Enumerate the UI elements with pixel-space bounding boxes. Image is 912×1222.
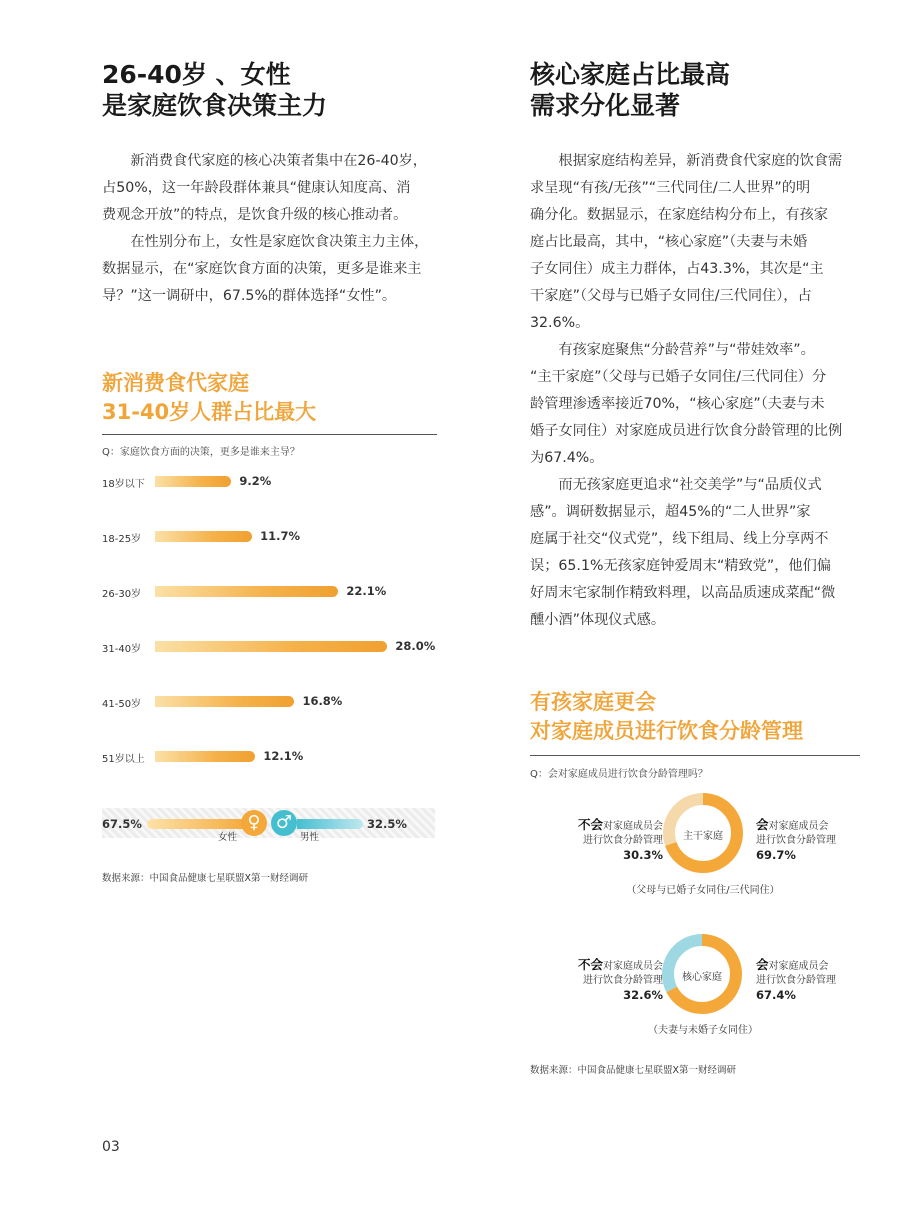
donut1-yes-value: 69.7% (756, 848, 796, 862)
text-line: 感”。调研数据显示，超45%的“二人世界”家 (530, 504, 811, 520)
donut1-center-label: 主干家庭 (683, 831, 723, 842)
left-paragraph-1 (102, 148, 452, 175)
text-line: 子女同住）成主力群体，占43.3%，其次是“主 (530, 261, 824, 277)
donut2-center-label: 核心家庭 (682, 972, 722, 983)
left-title-line2: 是家庭饮食决策主力 (102, 91, 328, 120)
left-source: 数据来源：中国食品健康七星联盟X第一财经调研 (102, 873, 309, 884)
age-category-label: 18-25岁 (102, 534, 142, 545)
age-value-label: 11.7% (260, 529, 301, 543)
text-line: 庭占比最高，其中，“核心家庭”（夫妻与未婚 (530, 234, 808, 250)
donut-chart-title-line1: 有孩家庭更会 (530, 690, 656, 714)
text-line: 费观念开放”的特点，是饮食升级的核心推动者。 (102, 207, 408, 223)
donut-chart-title-line2: 对家庭成员进行饮食分龄管理 (530, 719, 803, 743)
donut1-no-label (553, 818, 663, 862)
right-source: 数据来源：中国食品健康七星联盟X第一财经调研 (530, 1065, 737, 1076)
male-bar (297, 819, 363, 829)
donut1-yes-label (756, 818, 836, 862)
donut-chart-title (530, 688, 803, 746)
age-chart-title-line2: 31-40岁人群占比最大 (102, 400, 317, 424)
left-title (102, 59, 327, 121)
no-keyword: 不会 (577, 817, 603, 832)
right-title (530, 59, 730, 121)
male-label: 男性 (300, 832, 320, 843)
label-text: 对家庭成员会 (603, 821, 663, 832)
right-paragraph-2 (530, 337, 870, 364)
text-line: 根据家庭结构差异，新消费食代家庭的饮食需 (558, 153, 843, 169)
age-category-label: 31-40岁 (102, 644, 142, 655)
age-bar (155, 531, 252, 542)
left-paragraph-2 (102, 229, 452, 256)
right-paragraph-3 (530, 472, 870, 499)
donut2-note: （夫妻与未婚子女同住） (648, 1025, 758, 1036)
yes-keyword: 会 (756, 817, 769, 832)
no-keyword: 不会 (577, 957, 603, 972)
female-icon: ♀ (241, 810, 267, 836)
age-category-label: 41-50岁 (102, 699, 142, 710)
age-category-label: 26-30岁 (102, 589, 142, 600)
text-line: 好周末宅家制作精致料理，以高品质速成菜配“微 (530, 585, 836, 601)
donut2-no-label (553, 958, 663, 1002)
label-text: 对家庭成员会 (768, 821, 829, 832)
text-line: 32.6%。 (530, 315, 590, 331)
right-title-line1: 核心家庭占比最高 (530, 60, 731, 89)
text-line: 导？”这一调研中，67.5%的群体选择“女性”。 (102, 288, 397, 304)
text-line: 误；65.1%无孩家庭钟爱周末“精致党”，他们偏 (530, 558, 831, 574)
age-value-label: 16.8% (302, 694, 343, 708)
male-value-label: 32.5% (367, 817, 407, 831)
left-intro (102, 148, 452, 310)
text-line: 求呈现“有孩/无孩”“三代同住/二人世界”的明 (530, 180, 811, 196)
label-text: 进行饮食分龄管理 (583, 975, 663, 986)
age-value-label: 22.1% (346, 584, 387, 598)
age-value-label: 9.2% (239, 474, 272, 488)
age-bar (155, 641, 387, 652)
female-label: 女性 (218, 832, 238, 843)
text-line: 确分化。数据显示，在家庭结构分布上，有孩家 (530, 207, 828, 223)
text-line: 数据显示，在“家庭饮食方面的决策，更多是谁来主 (102, 261, 422, 277)
right-title-line2: 需求分化显著 (530, 91, 681, 120)
text-line: 有孩家庭聚焦“分龄营养”与“带娃效率”。 (558, 342, 815, 358)
donut2-yes-value: 67.4% (756, 988, 796, 1002)
text-line: 占50%，这一年龄段群体兼具“健康认知度高、消 (102, 180, 411, 196)
text-line: “主干家庭”（父母与已婚子女同住/三代同住）分 (530, 369, 827, 385)
age-bar (155, 751, 255, 762)
label-text: 对家庭成员会 (768, 961, 829, 972)
label-text: 进行饮食分龄管理 (756, 975, 836, 986)
donut1-note: （父母与已婚子女同住/三代同住） (626, 885, 780, 896)
donut2-yes-label (756, 958, 836, 1002)
right-intro (530, 148, 870, 634)
age-value-label: 28.0% (395, 639, 436, 653)
donut2-no-value: 32.6% (623, 988, 663, 1002)
text-line: 在性别分布上，女性是家庭饮食决策主力主体， (130, 234, 429, 250)
text-line: 龄管理渗透率接近70%，“核心家庭”（夫妻与未 (530, 396, 825, 412)
left-title-line1: 26-40岁 、女性 (102, 60, 291, 89)
text-line: 新消费食代家庭的核心决策者集中在26-40岁， (130, 153, 427, 169)
right-paragraph-1 (530, 148, 870, 175)
divider (102, 434, 437, 435)
text-line: 醺小酒”体现仪式感。 (530, 612, 666, 628)
label-text: 进行饮食分龄管理 (756, 835, 836, 846)
age-chart-title-line1: 新消费食代家庭 (102, 371, 249, 395)
female-bar (147, 819, 249, 829)
text-line: 庭属于社交“仪式党”，线下组局、线上分享两不 (530, 531, 829, 547)
text-line: 而无孩家庭更追求“社交美学”与“品质仪式 (558, 477, 822, 493)
age-value-label: 12.1% (263, 749, 304, 763)
male-icon: ♂ (271, 810, 297, 836)
age-chart-title (102, 369, 316, 427)
age-bar (155, 586, 338, 597)
text-line: 干家庭”（父母与已婚子女同住/三代同住），占 (530, 288, 812, 304)
page-number: 03 (102, 1139, 120, 1155)
female-value-label: 67.5% (102, 817, 142, 831)
label-text: 进行饮食分龄管理 (583, 835, 663, 846)
donut1-no-value: 30.3% (623, 848, 663, 862)
label-text: 对家庭成员会 (603, 961, 663, 972)
age-bar (155, 696, 294, 707)
yes-keyword: 会 (756, 957, 769, 972)
age-category-label: 51岁以上 (102, 754, 145, 765)
divider (530, 755, 860, 756)
text-line: 婚子女同住）对家庭成员进行饮食分龄管理的比例 (530, 423, 843, 439)
age-chart-question: Q：家庭饮食方面的决策，更多是谁来主导？ (102, 447, 300, 458)
age-category-label: 18岁以下 (102, 479, 145, 490)
age-bar (155, 476, 231, 487)
text-line: 为67.4%。 (530, 450, 604, 466)
donut-chart-question: Q：会对家庭成员进行饮食分龄管理吗？ (530, 769, 708, 780)
